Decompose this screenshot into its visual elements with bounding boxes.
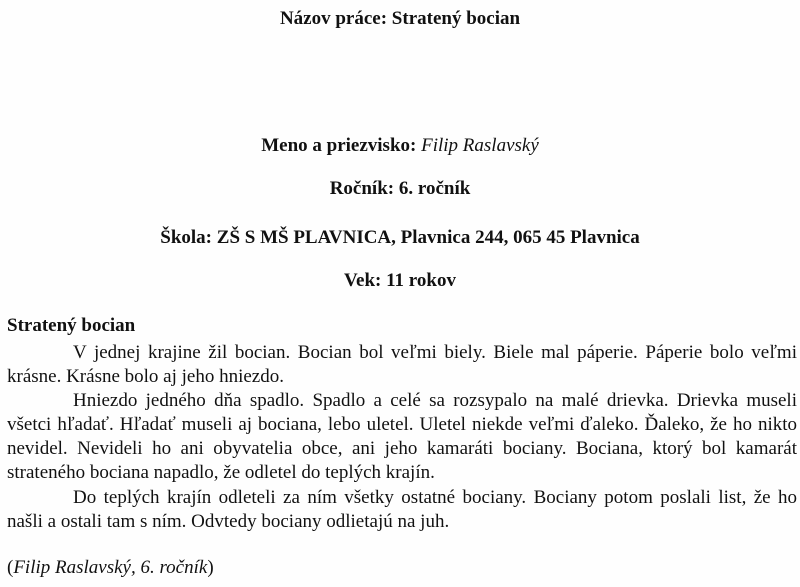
school-value: ZŠ S MŠ PLAVNICA, Plavnica 244, 065 45 Plavnica — [216, 227, 640, 248]
story-paragraph-2: Hniezdo jedného dňa spadlo. Spadlo a celé sa rozsypalo na malé drievka. Drievka museli všetci hľadať. Hľadať museli aj bociana, lebo uletel. Uletel niekde veľmi ďaleko. Ďaleko, že ho nikto nevidel. Nevideli ho ani obyvatelia obce, ani jeho kamaráti bociany. Bociana, ktorý bol kamarát strateného bociana napadlo, že odletel do teplých krajín. — [7, 390, 797, 484]
story-body — [7, 341, 797, 534]
story-heading: Stratený bocian — [7, 315, 136, 336]
age-label: Vek: — [344, 270, 382, 291]
age-line — [0, 270, 800, 292]
author-name-line — [0, 135, 800, 157]
story-paragraph-1: V jednej krajine žil bocian. Bocian bol veľmi biely. Biele mal páperie. Páperie bolo veľmi krásne. Krásne bolo aj jeho hniezdo. — [7, 342, 797, 388]
grade-value: 6. ročník — [398, 178, 471, 199]
age-value: 11 rokov — [386, 270, 456, 291]
work-title-value: Stratený bocian — [391, 8, 521, 29]
signature-open-paren: ( — [7, 557, 14, 578]
author-name-value: Filip Raslavský — [421, 135, 539, 156]
grade-line — [0, 178, 800, 200]
school-label: Škola: — [160, 227, 213, 248]
work-title-label: Názov práce: — [279, 8, 388, 29]
work-title-line — [0, 8, 800, 30]
story-signature — [7, 557, 214, 579]
signature-text: Filip Raslavský, 6. ročník — [13, 557, 208, 578]
story-paragraph-3: Do teplých krajín odleteli za ním všetky ostatné bociany. Bociany potom poslali list, že ho našli a ostali tam s ním. Odvtedy bociany odlietajú na juh. — [7, 486, 797, 532]
signature-close-paren: ) — [207, 557, 214, 578]
grade-label: Ročník: — [329, 178, 395, 199]
school-line — [0, 227, 800, 249]
author-name-label: Meno a priezvisko: — [261, 135, 417, 156]
